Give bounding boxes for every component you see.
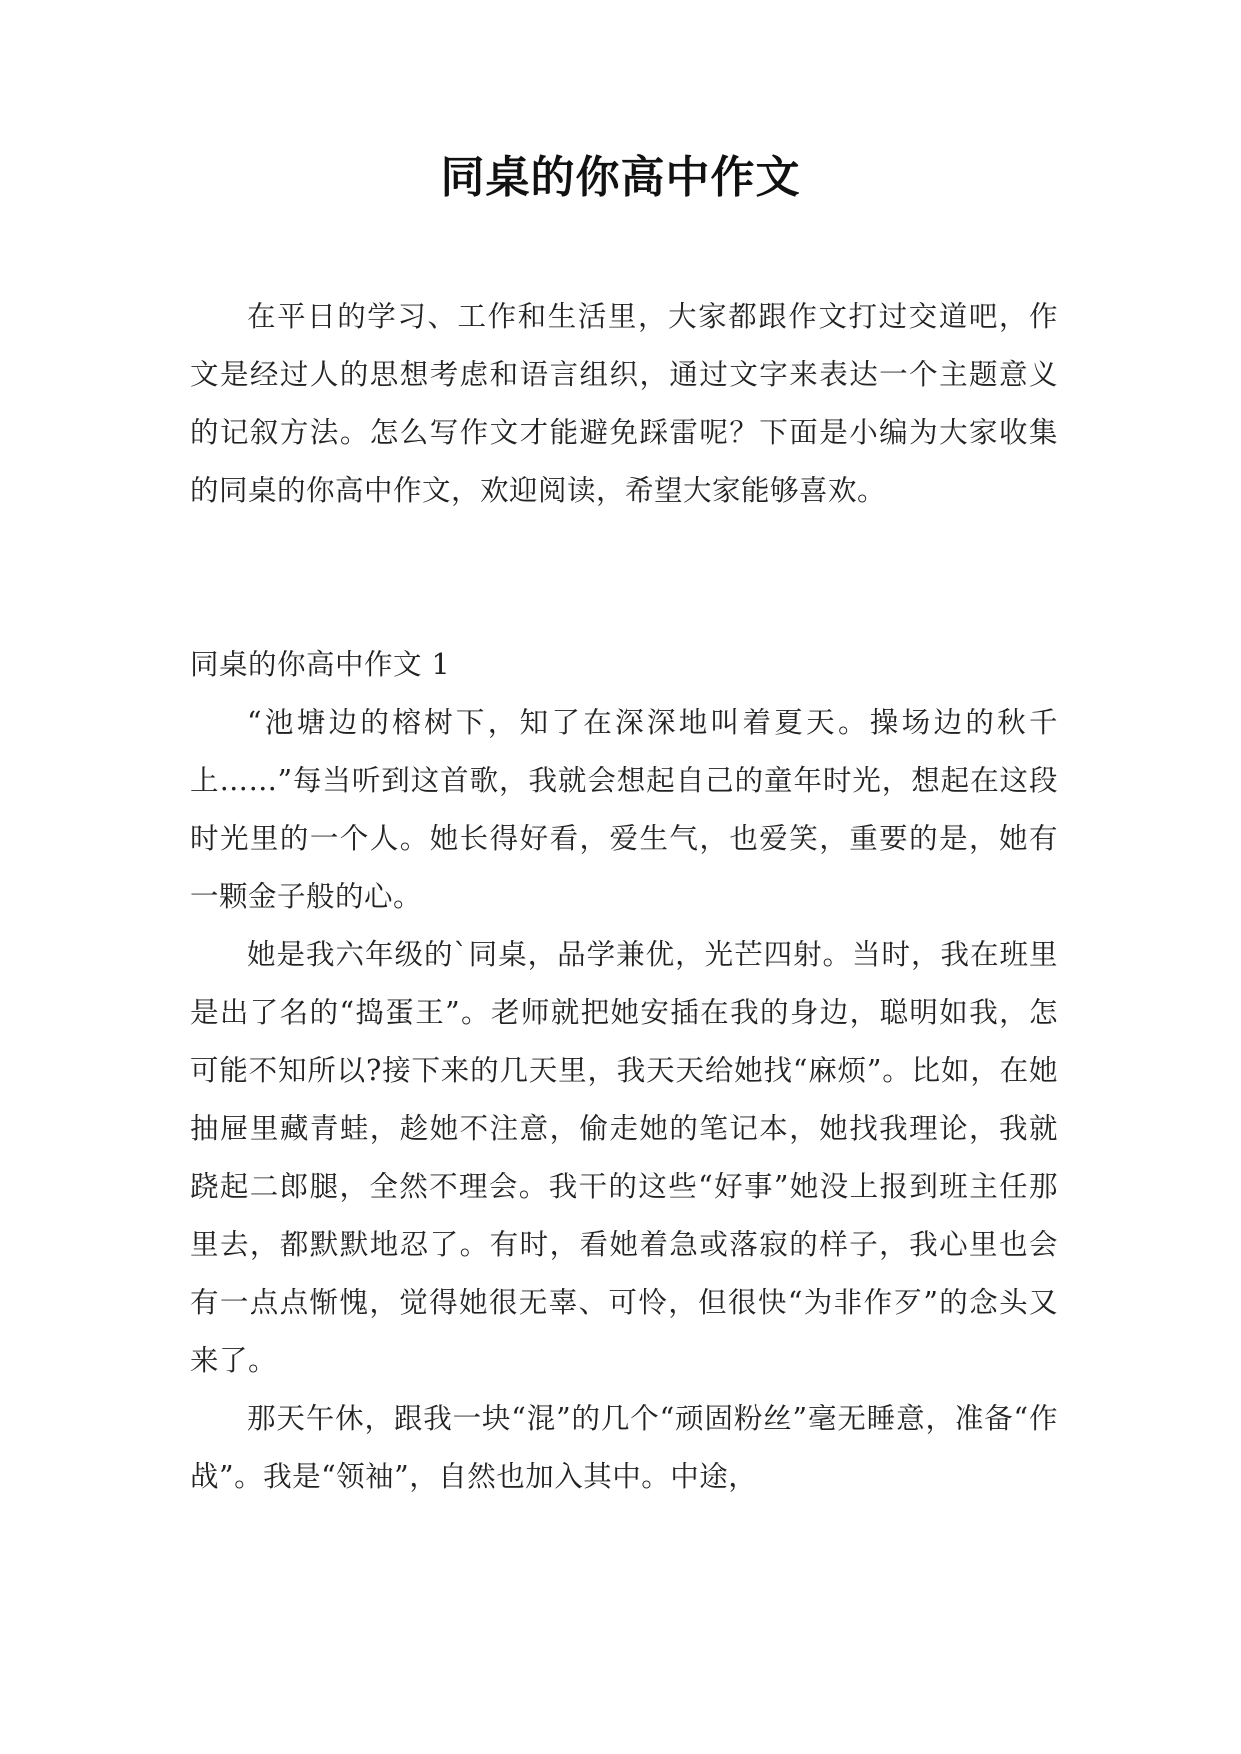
essay-paragraph-2: 她是我六年级的`同桌，品学兼优，光芒四射。当时，我在班里是出了名的“捣蛋王”。老师就把她安插在我的身边，聪明如我，怎可能不知所以?接下来的几天里，我天天给她找“麻烦”。比如，在她抽屉里藏青蛙，趁她不注意，偷走她的笔记本，她找我理论，我就跷起二郎腿，全然不理会。我干的这些“好事”她没上报到班主任那里去，都默默地忍了。有时，看她着急或落寂的样子，我心里也会有一点点惭愧，觉得她很无辜、可怜，但很快“为非作歹”的念头又来了。 [190, 938, 1058, 1377]
intro-paragraph: 在平日的学习、工作和生活里，大家都跟作文打过交道吧，作文是经过人的思想考虑和语言组织，通过文字来表达一个主题意义的记叙方法。怎么写作文才能避免踩雷呢？下面是小编为大家收集的同桌的你高中作文，欢迎阅读，希望大家能够喜欢。 [190, 300, 1058, 507]
essay-paragraph-3: 那天午休，跟我一块“混”的几个“顽固粉丝”毫无睡意，准备“作战”。我是“领袖”，自然也加入其中。中途， [190, 1402, 1058, 1493]
intro-block [190, 288, 1058, 520]
document-title: 同桌的你高中作文 [440, 152, 801, 203]
essay-paragraph-1: “池塘边的榕树下，知了在深深地叫着夏天。操场边的秋千上……”每当听到这首歌，我就会想起自己的童年时光，想起在这段时光里的一个人。她长得好看，爱生气，也爱笑，重要的是，她有一颗金子般的心。 [190, 706, 1058, 913]
essay-body [190, 694, 1058, 1506]
section-heading: 同桌的你高中作文 1 [190, 648, 451, 681]
